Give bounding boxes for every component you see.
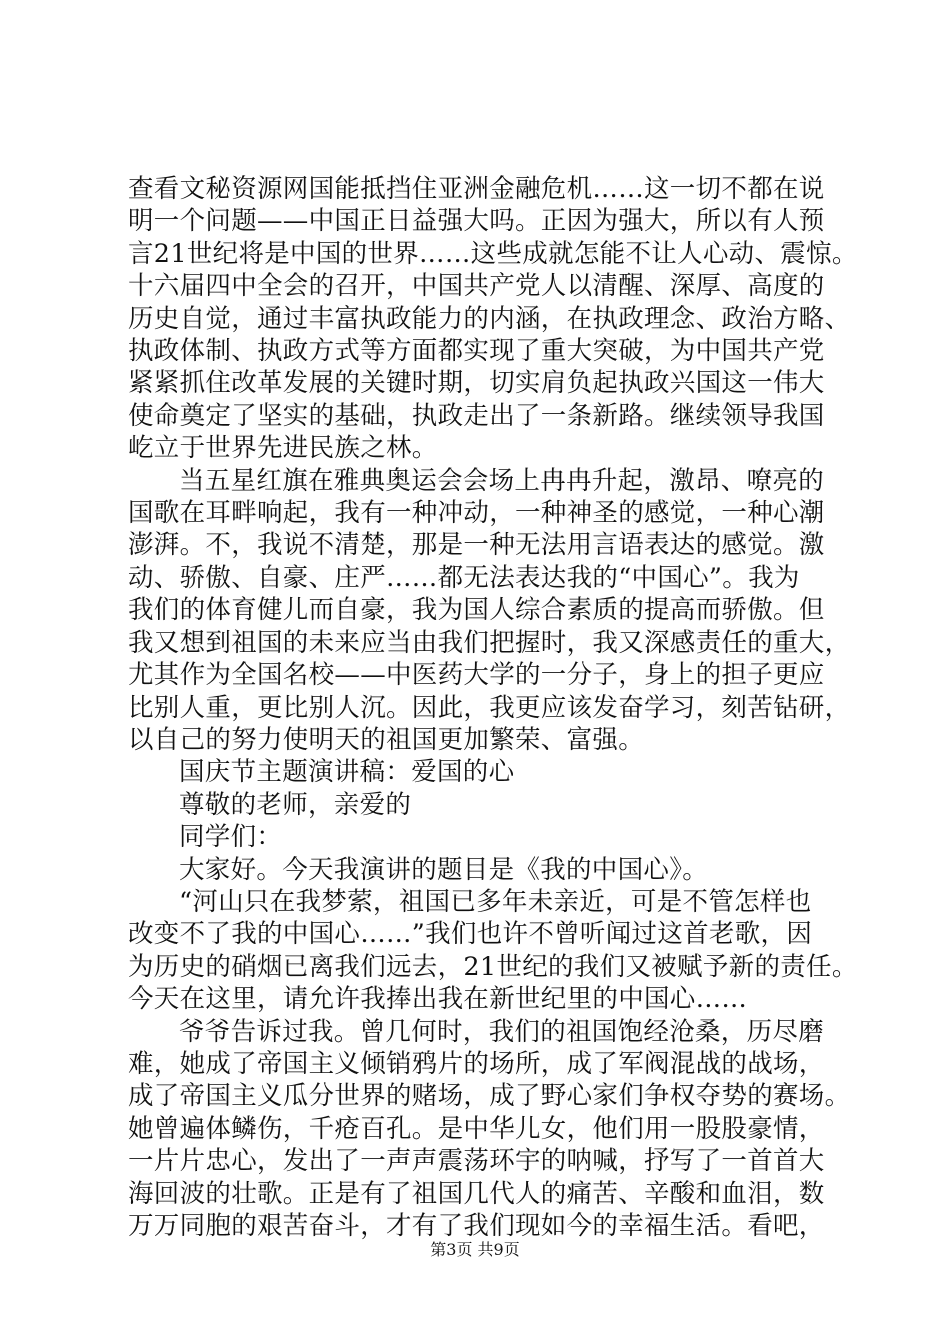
text-line: 难，她成了帝国主义倾销鸦片的场所，成了军阀混战的战场， bbox=[128, 1048, 825, 1079]
text-line: 我又想到祖国的未来应当由我们把握时，我又深感责任的重大， bbox=[128, 627, 851, 658]
text-line: 改变不了我的中国心……”我们也许不曾听闻过这首老歌，因 bbox=[128, 919, 813, 950]
text-line: 我们的体育健儿而自豪，我为国人综合素质的提高而骄傲。但 bbox=[128, 595, 825, 626]
text-line: 十六届四中全会的召开，中国共产党人以清醒、深厚、高度的 bbox=[128, 271, 825, 302]
paragraph-start-line: “河山只在我梦萦，祖国已多年未亲近，可是不管怎样也 bbox=[179, 886, 812, 917]
text-line: 比别人重，更比别人沉。因此，我更应该发奋学习，刻苦钻研， bbox=[128, 692, 851, 723]
text-line: 动、骄傲、自豪、庄严……都无法表达我的“中国心”。我为 bbox=[128, 562, 800, 593]
text-line: 紧紧抓住改革发展的关键时期，切实肩负起执政兴国这一伟大 bbox=[128, 368, 825, 399]
text-line: 为历史的硝烟已离我们远去，21世纪的我们又被赋予新的责任。 bbox=[128, 951, 858, 982]
text-line: 使命奠定了坚实的基础，执政走出了一条新路。继续领导我国 bbox=[128, 400, 825, 431]
paragraph-start-line: 当五星红旗在雅典奥运会会场上冉冉升起，激昂、嘹亮的 bbox=[179, 465, 825, 496]
text-line: 成了帝国主义瓜分世界的赌场，成了野心家们争权夺势的赛场。 bbox=[128, 1081, 851, 1112]
page-number-footer: 第3页 共9页 bbox=[430, 1240, 520, 1259]
text-line: 澎湃。不，我说不清楚，那是一种无法用言语表达的感觉。激 bbox=[128, 530, 825, 561]
text-line: 尤其作为全国名校——中医药大学的一分子，身上的担子更应 bbox=[128, 660, 825, 691]
text-line: 以自己的努力使明天的祖国更加繁荣、富强。 bbox=[128, 724, 645, 755]
text-line: 海回波的壮歌。正是有了祖国几代人的痛苦、辛酸和血泪，数 bbox=[128, 1178, 825, 1209]
text-line: 今天在这里，请允许我捧出我在新世纪里的中国心…… bbox=[128, 984, 748, 1015]
document-body bbox=[128, 173, 858, 1242]
salutation-line: 尊敬的老师，亲爱的 bbox=[179, 789, 412, 820]
text-line: 万万同胞的艰苦奋斗，才有了我们现如今的幸福生活。看吧， bbox=[128, 1211, 825, 1241]
greeting-line: 大家好。今天我演讲的题目是《我的中国心》。 bbox=[179, 854, 709, 885]
paragraph-start-line: 爷爷告诉过我。曾几何时，我们的祖国饱经沧桑，历尽磨 bbox=[179, 1016, 825, 1047]
text-line: 国歌在耳畔响起，我有一种冲动，一种神圣的感觉，一种心潮 bbox=[128, 498, 825, 529]
text-line: 一片片忠心，发出了一声声震荡环宇的呐喊，抒写了一首首大 bbox=[128, 1146, 825, 1177]
text-line: 屹立于世界先进民族之林。 bbox=[128, 433, 438, 464]
text-line: 查看文秘资源网国能抵挡住亚洲金融危机……这一切不都在说 bbox=[128, 174, 825, 204]
salutation-line: 同学们： bbox=[179, 822, 283, 853]
text-line: 她曾遍体鳞伤，千疮百孔。是中华儿女，他们用一股股豪情， bbox=[128, 1113, 825, 1144]
speech-title: 国庆节主题演讲稿：爱国的心 bbox=[179, 757, 515, 788]
text-line: 言21世纪将是中国的世界……这些成就怎能不让人心动、震惊。 bbox=[128, 238, 858, 269]
text-line: 明一个问题——中国正日益强大吗。正因为强大，所以有人预 bbox=[128, 206, 825, 237]
text-line: 执政体制、执政方式等方面都实现了重大突破，为中国共产党 bbox=[128, 336, 825, 367]
text-line: 历史自觉，通过丰富执政能力的内涵，在执政理念、政治方略、 bbox=[128, 303, 851, 334]
